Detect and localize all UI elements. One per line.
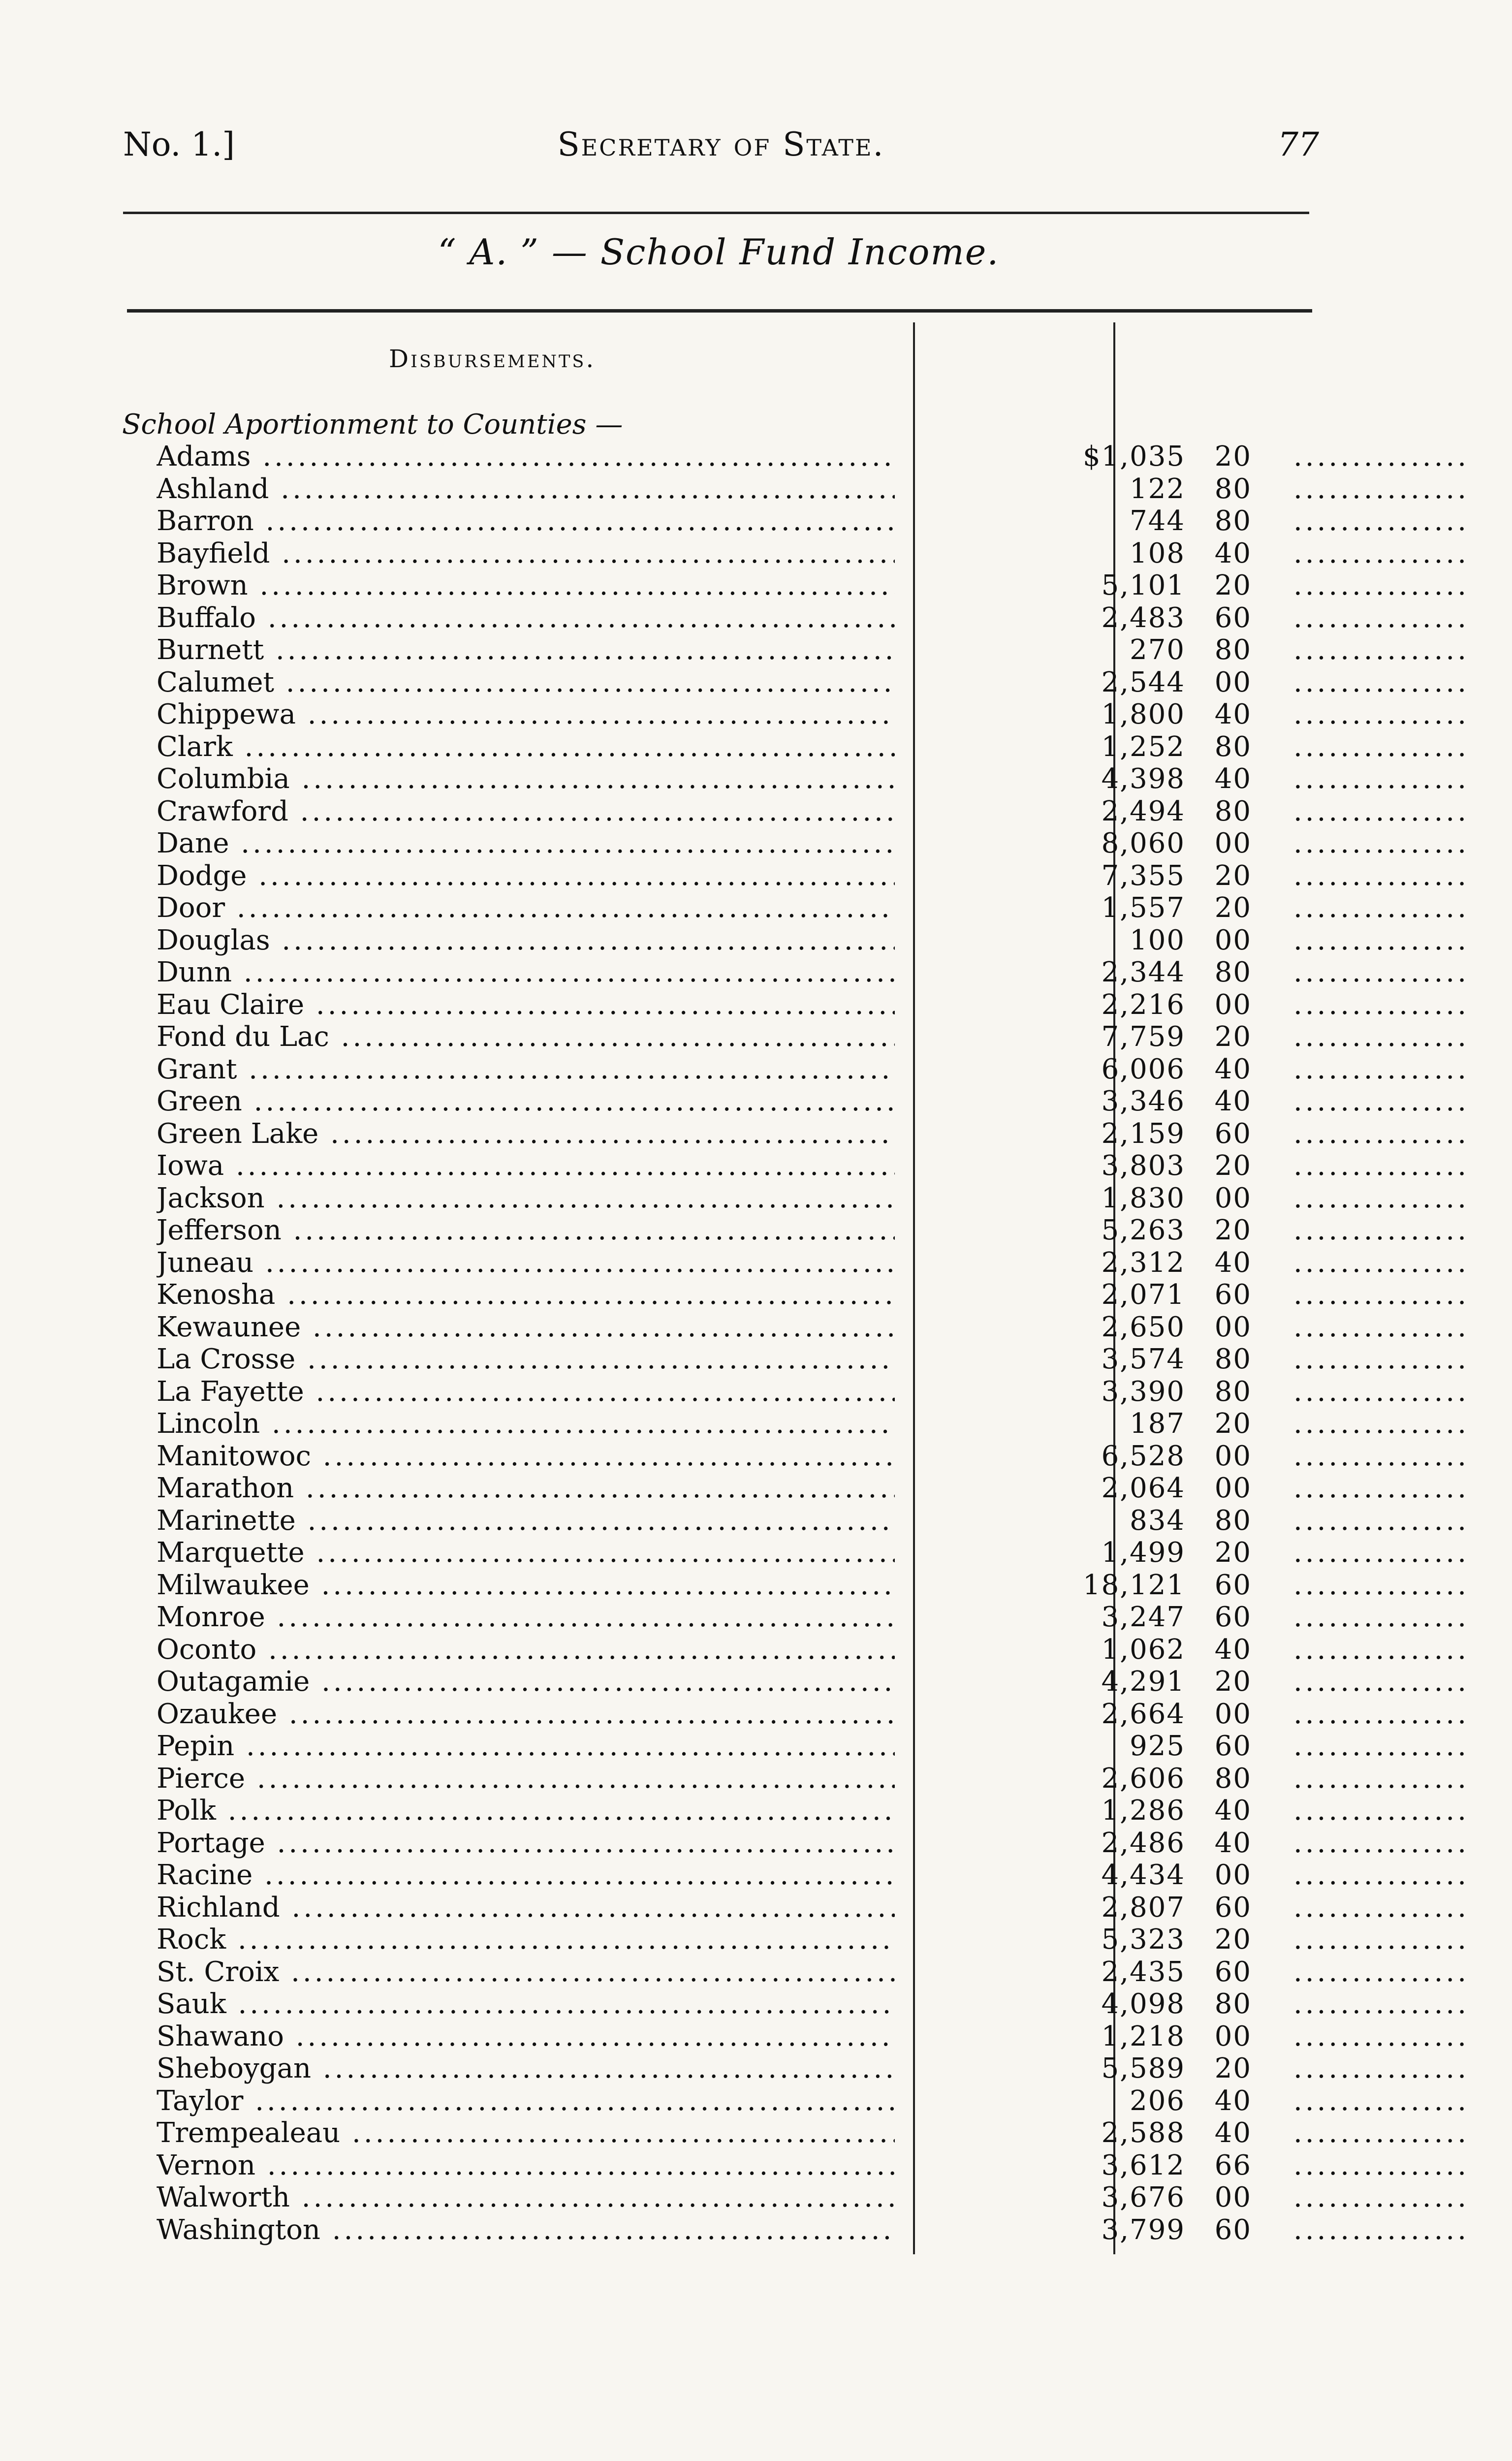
- amount-cents: 00: [1214, 827, 1252, 859]
- table-row: [157, 1279, 1328, 1311]
- dot-leader: [1293, 892, 1471, 924]
- amount-dollars: 100: [1130, 924, 1185, 956]
- table-row: [157, 1182, 1328, 1215]
- table-row: [157, 569, 1328, 602]
- dot-leader: [1293, 827, 1471, 860]
- document-number: No. 1.]: [123, 126, 235, 163]
- amount-cents: 20: [1214, 441, 1252, 473]
- table-row: [157, 2085, 1328, 2117]
- amount-cents: 80: [1214, 473, 1252, 505]
- amount-cents: 40: [1214, 537, 1252, 569]
- amount-dollars: 6,528: [1101, 1440, 1185, 1472]
- dot-leader: [1293, 1956, 1471, 1988]
- amount-cents: 00: [1214, 2020, 1252, 2052]
- amount-dollars: 187: [1130, 1408, 1185, 1440]
- amount-dollars: 5,101: [1101, 569, 1185, 601]
- table-row: [157, 1956, 1328, 1988]
- amount-cents: 00: [1214, 666, 1252, 698]
- dot-leader: [1293, 1763, 1471, 1795]
- dot-leader: [1293, 1827, 1471, 1860]
- amount-dollars: 2,544: [1101, 666, 1185, 698]
- county-name: Douglas .....: [157, 924, 895, 957]
- table-row: [157, 1472, 1328, 1505]
- table-row: [157, 989, 1328, 1021]
- amount-cents: 20: [1214, 1021, 1252, 1053]
- dot-leader: [1293, 1376, 1471, 1408]
- county-name: Pierce .....: [157, 1763, 895, 1795]
- dot-leader: [1293, 602, 1471, 634]
- table-row: [157, 1795, 1328, 1827]
- amount-dollars: 834: [1130, 1504, 1185, 1537]
- table-row: [157, 1537, 1328, 1569]
- dot-leader: [1293, 1601, 1471, 1634]
- amount-dollars: 2,216: [1101, 988, 1185, 1021]
- amount-dollars: 2,064: [1101, 1472, 1185, 1504]
- table-row: [157, 860, 1328, 892]
- amount-dollars: 2,071: [1101, 1279, 1185, 1311]
- dot-leader: [1293, 1795, 1471, 1827]
- amount-cents: 40: [1214, 1053, 1252, 1085]
- table-row: [157, 1763, 1328, 1795]
- dot-leader: [1293, 1279, 1471, 1311]
- amount-cents: 20: [1214, 859, 1252, 892]
- amount-cents: 80: [1214, 505, 1252, 537]
- county-name: Columbia .....: [157, 763, 895, 795]
- county-name: Juneau .....: [157, 1247, 895, 1279]
- amount-cents: 60: [1214, 1956, 1252, 1988]
- page-subtitle: “ A. ” — School Fund Income.: [438, 231, 1000, 273]
- amount-cents: 80: [1214, 634, 1252, 666]
- dot-leader: [1293, 2052, 1471, 2085]
- amount-dollars: 3,574: [1101, 1343, 1185, 1375]
- dot-leader: [1293, 2181, 1471, 2214]
- amount-dollars: 2,344: [1101, 956, 1185, 988]
- county-name: Monroe .....: [157, 1601, 895, 1634]
- dot-leader: [1293, 956, 1471, 989]
- dot-leader: [1293, 537, 1471, 570]
- table-row: [157, 1666, 1328, 1698]
- dot-leader: [1293, 569, 1471, 602]
- county-name: La Crosse .....: [157, 1343, 895, 1376]
- county-name: Shawano .....: [157, 2020, 895, 2053]
- amount-dollars: 2,606: [1101, 1762, 1185, 1795]
- amount-cents: 20: [1214, 1537, 1252, 1569]
- table-row: [157, 1311, 1328, 1344]
- table-row: [157, 666, 1328, 699]
- county-name: Barron .....: [157, 505, 895, 537]
- table-row: [157, 2020, 1328, 2053]
- county-name: Dodge .....: [157, 860, 895, 892]
- amount-cents: 66: [1214, 2149, 1252, 2181]
- amount-dollars: 5,589: [1101, 2052, 1185, 2084]
- amount-cents: 40: [1214, 763, 1252, 795]
- county-name: Ashland .....: [157, 473, 895, 505]
- amount-cents: 40: [1214, 2117, 1252, 2149]
- amount-dollars: 1,557: [1101, 892, 1185, 924]
- county-name: Bayfield .....: [157, 537, 895, 570]
- dot-leader: [1293, 2214, 1471, 2246]
- amount-dollars: 4,434: [1101, 1859, 1185, 1891]
- table-row: [157, 2214, 1328, 2246]
- dot-leader: [1293, 860, 1471, 892]
- county-name: Lincoln .....: [157, 1408, 895, 1440]
- county-name: Taylor .....: [157, 2085, 895, 2117]
- amount-dollars: 2,588: [1101, 2117, 1185, 2149]
- amount-cents: 80: [1214, 1988, 1252, 2020]
- table-row: [157, 827, 1328, 860]
- table-row: [157, 1505, 1328, 1537]
- county-name: Marinette .....: [157, 1505, 895, 1537]
- amount-cents: 20: [1214, 1408, 1252, 1440]
- amount-cents: 00: [1214, 1472, 1252, 1504]
- amount-dollars: $1,035: [1083, 441, 1185, 473]
- dot-leader: [1293, 2085, 1471, 2117]
- county-name: Jackson .....: [157, 1182, 895, 1215]
- amount-dollars: 925: [1130, 1730, 1185, 1762]
- amount-cents: 80: [1214, 1343, 1252, 1375]
- table-row: [157, 1569, 1328, 1602]
- amount-dollars: 2,494: [1101, 795, 1185, 827]
- table-row: [157, 1021, 1328, 1053]
- dot-leader: [1293, 1311, 1471, 1344]
- amount-cents: 60: [1214, 1117, 1252, 1150]
- amount-dollars: 1,830: [1101, 1182, 1185, 1214]
- amount-dollars: 3,799: [1101, 2213, 1185, 2246]
- dot-leader: [1293, 698, 1471, 731]
- table-row: [157, 1924, 1328, 1956]
- county-name: Jefferson .....: [157, 1214, 895, 1247]
- county-name: Washington .....: [157, 2214, 895, 2246]
- amount-dollars: 8,060: [1101, 827, 1185, 859]
- table-row: [157, 1118, 1328, 1150]
- county-name: Calumet .....: [157, 666, 895, 699]
- amount-cents: 40: [1214, 698, 1252, 730]
- running-title: Secretary of State.: [557, 126, 885, 163]
- dot-leader: [1293, 1569, 1471, 1602]
- table-row: [157, 956, 1328, 989]
- amount-cents: 80: [1214, 795, 1252, 827]
- dot-leader: [1293, 2117, 1471, 2149]
- county-name: Marathon .....: [157, 1472, 895, 1505]
- table-row: [157, 1247, 1328, 1279]
- table-row: [157, 602, 1328, 634]
- county-name: Portage .....: [157, 1827, 895, 1860]
- amount-cents: 40: [1214, 2084, 1252, 2117]
- county-name: Crawford .....: [157, 795, 895, 828]
- amount-cents: 40: [1214, 1827, 1252, 1859]
- table-row: [157, 1343, 1328, 1376]
- dot-leader: [1293, 1214, 1471, 1247]
- amount-dollars: 2,483: [1101, 601, 1185, 634]
- county-name: Marquette .....: [157, 1537, 895, 1569]
- amount-dollars: 3,803: [1101, 1150, 1185, 1182]
- county-name: Brown .....: [157, 569, 895, 602]
- county-name: Kewaunee .....: [157, 1311, 895, 1344]
- amount-dollars: 206: [1130, 2084, 1185, 2117]
- amount-dollars: 1,499: [1101, 1537, 1185, 1569]
- amount-cents: 80: [1214, 1504, 1252, 1537]
- amount-cents: 00: [1214, 1182, 1252, 1214]
- county-name: Adams .....: [157, 441, 895, 473]
- dot-leader: [1293, 989, 1471, 1021]
- county-name: Pepin .....: [157, 1730, 895, 1763]
- county-name: Kenosha .....: [157, 1279, 895, 1311]
- amount-cents: 40: [1214, 1795, 1252, 1827]
- county-name: Buffalo .....: [157, 602, 895, 634]
- amount-dollars: 7,759: [1101, 1021, 1185, 1053]
- amount-cents: 80: [1214, 1375, 1252, 1408]
- amount-cents: 60: [1214, 1601, 1252, 1633]
- amount-dollars: 1,218: [1101, 2020, 1185, 2052]
- page-number: 77: [1278, 126, 1319, 163]
- table-row: [157, 1085, 1328, 1118]
- dot-leader: [1293, 1505, 1471, 1537]
- subtitle-rule: [127, 309, 1312, 313]
- county-name: Trempealeau .....: [157, 2117, 895, 2149]
- county-name: Fond du Lac .....: [157, 1021, 895, 1053]
- dot-leader: [1293, 441, 1471, 473]
- amount-cents: 20: [1214, 892, 1252, 924]
- county-name: Oconto .....: [157, 1634, 895, 1666]
- table-row: [157, 1440, 1328, 1473]
- dot-leader: [1293, 795, 1471, 828]
- amount-cents: 60: [1214, 1891, 1252, 1924]
- header-rule: [123, 212, 1309, 214]
- county-name: Ozaukee .....: [157, 1698, 895, 1731]
- table-row: [157, 1988, 1328, 2020]
- amount-cents: 60: [1214, 1730, 1252, 1762]
- amount-dollars: 2,807: [1101, 1891, 1185, 1924]
- apportionment-table: [157, 441, 1328, 2246]
- amount-cents: 40: [1214, 1085, 1252, 1117]
- table-row: [157, 2149, 1328, 2182]
- amount-dollars: 2,664: [1101, 1698, 1185, 1730]
- amount-cents: 20: [1214, 1214, 1252, 1246]
- dot-leader: [1293, 2020, 1471, 2053]
- amount-cents: 00: [1214, 1311, 1252, 1343]
- county-name: La Fayette .....: [157, 1376, 895, 1408]
- county-name: Dunn .....: [157, 956, 895, 989]
- amount-dollars: 1,062: [1101, 1633, 1185, 1666]
- county-name: Green .....: [157, 1085, 895, 1118]
- dot-leader: [1293, 1924, 1471, 1956]
- dot-leader: [1293, 1408, 1471, 1440]
- table-row: [157, 1730, 1328, 1763]
- amount-cents: 20: [1214, 1666, 1252, 1698]
- amount-dollars: 2,159: [1101, 1117, 1185, 1150]
- table-row: [157, 1827, 1328, 1860]
- dot-leader: [1293, 1118, 1471, 1150]
- county-name: Sauk .....: [157, 1988, 895, 2020]
- county-name: Grant .....: [157, 1053, 895, 1086]
- table-row: [157, 1892, 1328, 1924]
- amount-cents: 40: [1214, 1633, 1252, 1666]
- amount-dollars: 1,800: [1101, 698, 1185, 730]
- dot-leader: [1293, 1537, 1471, 1569]
- county-name: Outagamie .....: [157, 1666, 895, 1698]
- dot-leader: [1293, 731, 1471, 763]
- county-name: Dane .....: [157, 827, 895, 860]
- dot-leader: [1293, 2149, 1471, 2182]
- amount-dollars: 6,006: [1101, 1053, 1185, 1085]
- table-row: [157, 441, 1328, 473]
- county-name: Vernon .....: [157, 2149, 895, 2182]
- dot-leader: [1293, 1182, 1471, 1215]
- amount-dollars: 1,252: [1101, 730, 1185, 763]
- county-name: Burnett .....: [157, 634, 895, 666]
- dot-leader: [1293, 1021, 1471, 1053]
- amount-dollars: 3,390: [1101, 1375, 1185, 1408]
- table-row: [157, 731, 1328, 763]
- county-name: Chippewa .....: [157, 698, 895, 731]
- amount-dollars: 2,486: [1101, 1827, 1185, 1859]
- dot-leader: [1293, 924, 1471, 957]
- amount-dollars: 5,323: [1101, 1924, 1185, 1956]
- table-row: [157, 1376, 1328, 1408]
- table-row: [157, 1150, 1328, 1182]
- amount-cents: 80: [1214, 956, 1252, 988]
- amount-cents: 60: [1214, 601, 1252, 634]
- county-name: Green Lake .....: [157, 1118, 895, 1150]
- dot-leader: [1293, 634, 1471, 666]
- amount-dollars: 5,263: [1101, 1214, 1185, 1246]
- dot-leader: [1293, 1634, 1471, 1666]
- amount-dollars: 2,435: [1101, 1956, 1185, 1988]
- county-name: Eau Claire .....: [157, 989, 895, 1021]
- table-row: [157, 505, 1328, 537]
- amount-cents: 00: [1214, 1698, 1252, 1730]
- table-row: [157, 634, 1328, 666]
- amount-cents: 00: [1214, 1440, 1252, 1472]
- county-name: Door .....: [157, 892, 895, 924]
- table-row: [157, 2117, 1328, 2149]
- amount-cents: 00: [1214, 924, 1252, 956]
- county-name: Milwaukee .....: [157, 1569, 895, 1602]
- amount-cents: 20: [1214, 569, 1252, 601]
- table-row: [157, 1214, 1328, 1247]
- dot-leader: [1293, 763, 1471, 795]
- table-row: [157, 1601, 1328, 1634]
- dot-leader: [1293, 1892, 1471, 1924]
- dot-leader: [1293, 1343, 1471, 1376]
- county-name: Manitowoc .....: [157, 1440, 895, 1473]
- dot-leader: [1293, 1730, 1471, 1763]
- county-name: Iowa .....: [157, 1150, 895, 1182]
- dot-leader: [1293, 1666, 1471, 1698]
- table-row: [157, 1859, 1328, 1892]
- amount-cents: 20: [1214, 2052, 1252, 2084]
- county-name: Rock .....: [157, 1924, 895, 1956]
- running-header: [123, 126, 1319, 170]
- dot-leader: [1293, 1440, 1471, 1473]
- amount-dollars: 1,286: [1101, 1795, 1185, 1827]
- dot-leader: [1293, 666, 1471, 699]
- amount-dollars: 4,098: [1101, 1988, 1185, 2020]
- amount-dollars: 2,650: [1101, 1311, 1185, 1343]
- amount-cents: 00: [1214, 2181, 1252, 2213]
- amount-dollars: 4,398: [1101, 763, 1185, 795]
- dot-leader: [1293, 1053, 1471, 1086]
- amount-dollars: 122: [1130, 473, 1185, 505]
- table-row: [157, 2181, 1328, 2214]
- table-row: [157, 924, 1328, 957]
- amount-dollars: 3,676: [1101, 2181, 1185, 2213]
- table-row: [157, 698, 1328, 731]
- county-name: Richland .....: [157, 1892, 895, 1924]
- dot-leader: [1293, 473, 1471, 505]
- amount-dollars: 744: [1130, 505, 1185, 537]
- amount-cents: 20: [1214, 1924, 1252, 1956]
- dot-leader: [1293, 1859, 1471, 1892]
- amount-dollars: 7,355: [1101, 859, 1185, 892]
- amount-dollars: 2,312: [1101, 1246, 1185, 1279]
- amount-cents: 40: [1214, 1246, 1252, 1279]
- dot-leader: [1293, 1472, 1471, 1505]
- amount-dollars: 108: [1130, 537, 1185, 569]
- county-name: Polk .....: [157, 1795, 895, 1827]
- amount-dollars: 3,612: [1101, 2149, 1185, 2181]
- amount-dollars: 3,346: [1101, 1085, 1185, 1117]
- dot-leader: [1293, 1988, 1471, 2020]
- table-row: [157, 1408, 1328, 1440]
- amount-cents: 80: [1214, 730, 1252, 763]
- table-row: [157, 1053, 1328, 1086]
- county-name: Clark .....: [157, 731, 895, 763]
- table-row: [157, 473, 1328, 505]
- amount-dollars: 3,247: [1101, 1601, 1185, 1633]
- table-row: [157, 763, 1328, 795]
- table-row: [157, 537, 1328, 570]
- table-row: [157, 1634, 1328, 1666]
- amount-dollars: 18,121: [1083, 1569, 1185, 1601]
- table-row: [157, 1698, 1328, 1731]
- dot-leader: [1293, 1150, 1471, 1182]
- amount-cents: 60: [1214, 2213, 1252, 2246]
- dot-leader: [1293, 505, 1471, 537]
- amount-dollars: 4,291: [1101, 1666, 1185, 1698]
- county-name: Walworth .....: [157, 2181, 895, 2214]
- amount-cents: 60: [1214, 1569, 1252, 1601]
- dot-leader: [1293, 1698, 1471, 1731]
- amount-cents: 60: [1214, 1279, 1252, 1311]
- dot-leader: [1293, 1247, 1471, 1279]
- amount-cents: 80: [1214, 1762, 1252, 1795]
- table-row: [157, 892, 1328, 924]
- group-heading: School Aportionment to Counties —: [122, 409, 623, 441]
- table-row: [157, 795, 1328, 828]
- section-heading: Disbursements.: [389, 345, 596, 373]
- county-name: Sheboygan .....: [157, 2052, 895, 2085]
- county-name: Racine .....: [157, 1859, 895, 1892]
- amount-cents: 20: [1214, 1150, 1252, 1182]
- amount-cents: 00: [1214, 1859, 1252, 1891]
- county-name: St. Croix .....: [157, 1956, 895, 1988]
- dot-leader: [1293, 1085, 1471, 1118]
- table-row: [157, 2052, 1328, 2085]
- amount-dollars: 270: [1130, 634, 1185, 666]
- amount-cents: 00: [1214, 988, 1252, 1021]
